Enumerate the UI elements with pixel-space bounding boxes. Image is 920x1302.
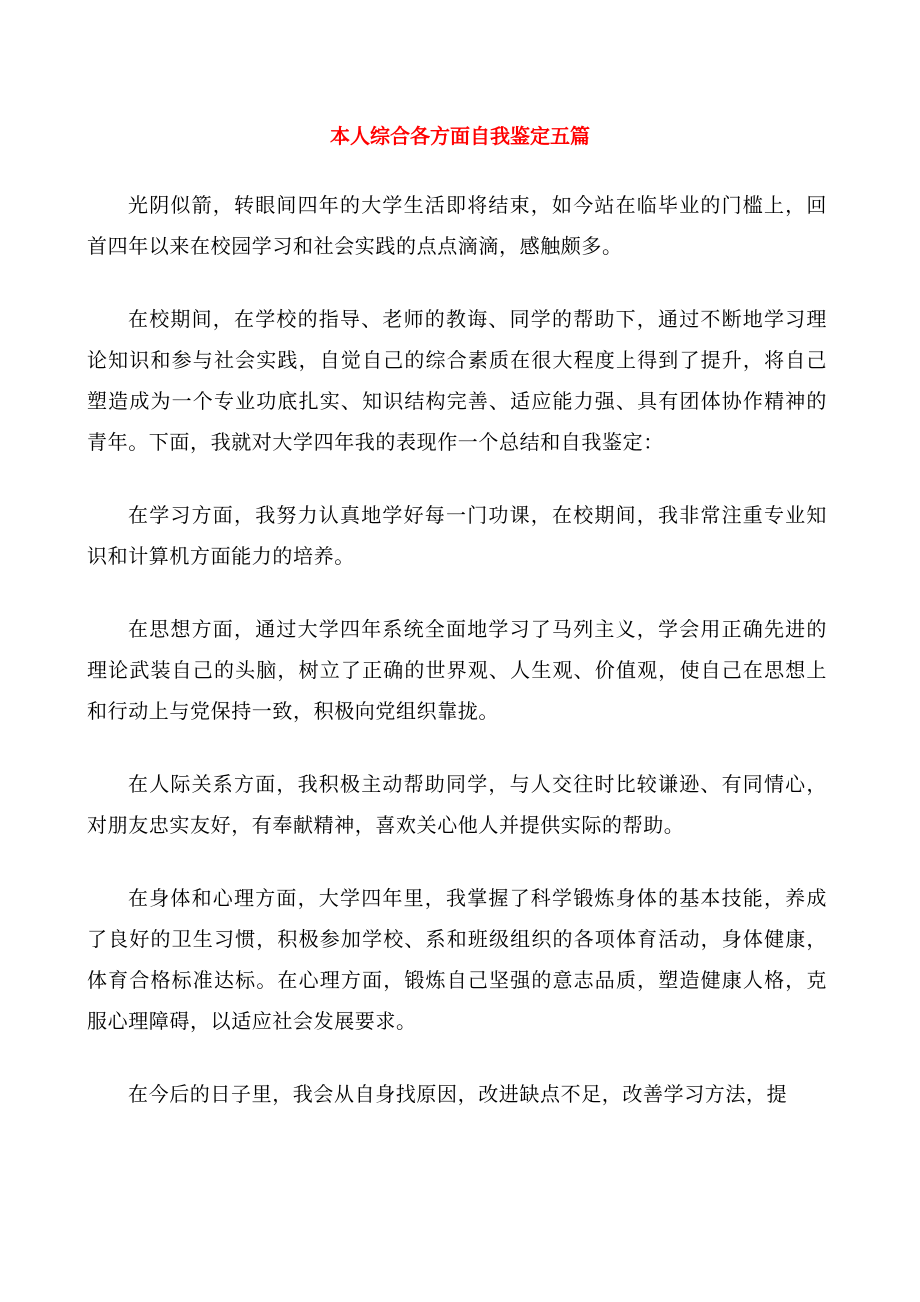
- paragraph-school-period: 在校期间，在学校的指导、老师的教诲、同学的帮助下，通过不断地学习理论知识和参与社会实践，自觉自己的综合素质在很大程度上得到了提升，将自己塑造成为一个专业功底扎实、知识结构完善、适应能力强、具有团体协作精神的青年。下面，我就对大学四年我的表现作一个总结和自我鉴定：: [87, 307, 827, 454]
- paragraph-future: 在今后的日子里，我会从自身找原因，改进缺点不足，改善学习方法，提: [128, 1082, 788, 1106]
- paragraph-study: 在学习方面，我努力认真地学好每一门功课，在校期间，我非常注重专业知识和计算机方面能力的培养。: [87, 503, 827, 568]
- paragraph-relationships: 在人际关系方面，我积极主动帮助同学，与人交往时比较谦逊、有同情心，对朋友忠实友好，有奉献精神，喜欢关心他人并提供实际的帮助。: [87, 772, 827, 837]
- document-title: 本人综合各方面自我鉴定五篇: [330, 124, 590, 148]
- paragraph-ideology: 在思想方面，通过大学四年系统全面地学习了马列主义，学会用正确先进的理论武装自己的头脑，树立了正确的世界观、人生观、价值观，使自己在思想上和行动上与党保持一致，积极向党组织靠拢。: [87, 617, 827, 723]
- document-body: [87, 185, 827, 1147]
- paragraph-health: 在身体和心理方面，大学四年里，我掌握了科学锻炼身体的基本技能，养成了良好的卫生习惯，积极参加学校、系和班级组织的各项体育活动，身体健康，体育合格标准达标。在心理方面，锻炼自己坚强的意志品质，塑造健康人格，克服心理障碍，以适应社会发展要求。: [87, 886, 827, 1033]
- paragraph-intro: 光阴似箭，转眼间四年的大学生活即将结束，如今站在临毕业的门槛上，回首四年以来在校园学习和社会实践的点点滴滴，感触颇多。: [87, 193, 827, 258]
